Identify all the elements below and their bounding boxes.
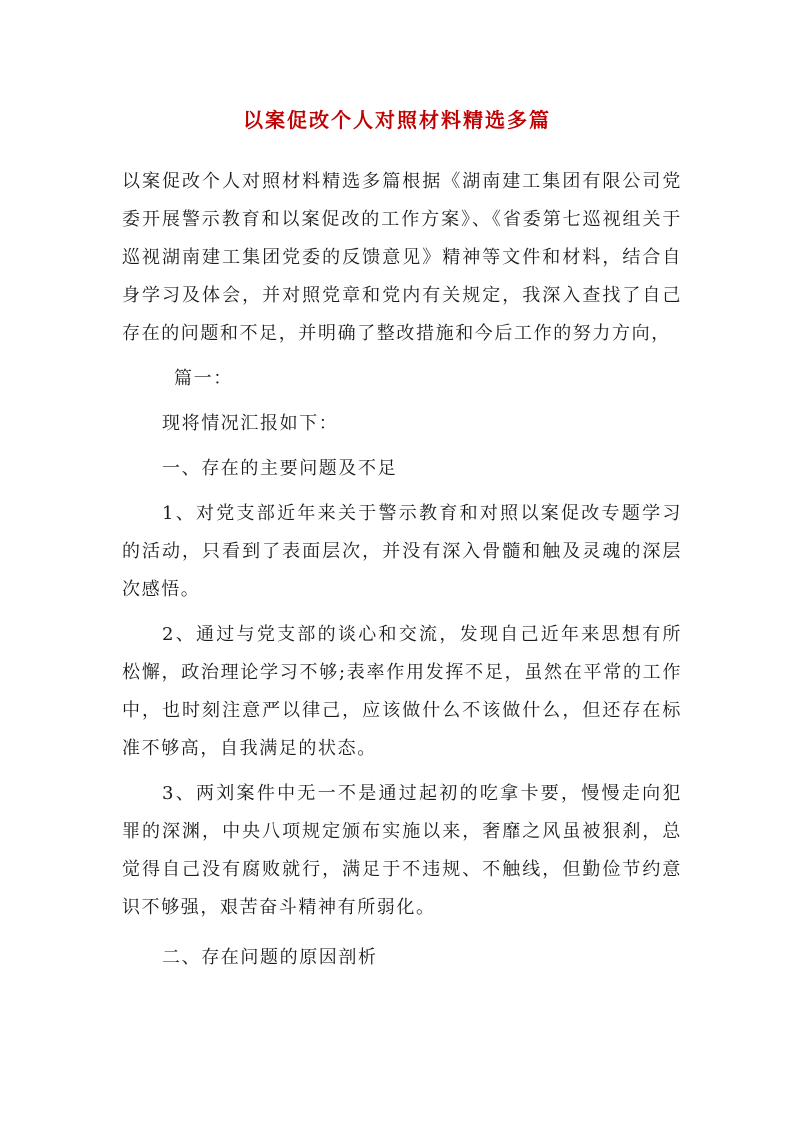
report-lead-paragraph: 现将情况汇报如下： (162, 413, 339, 434)
section-heading-problems: 一、存在的主要问题及不足 (162, 458, 398, 479)
section-heading-causes: 二、存在问题的原因剖析 (162, 947, 378, 968)
document-title: 以案促改个人对照材料精选多篇 (243, 108, 551, 132)
problem-item-3: 3、两刘案件中无一不是通过起初的吃拿卡要，慢慢走向犯罪的深渊，中央八项规定颁布实施以来，奢靡之风虽被狠刹，总觉得自己没有腐败就行，满足于不违规、不触线，但勤俭节约意识不够强，艰苦奋斗精神有所弱化。 (122, 783, 682, 918)
problem-item-2: 2、通过与党支部的谈心和交流，发现自己近年来思想有所松懈，政治理论学习不够;表率作用发挥不足，虽然在平常的工作中，也时刻注意严以律己，应该做什么不该做什么，但还存在标准不够高，自我满足的状态。 (122, 624, 682, 759)
intro-paragraph: 以案促改个人对照材料精选多篇根据《湖南建工集团有限公司党委开展警示教育和以案促改的工作方案》、《省委第七巡视组关于巡视湖南建工集团党委的反馈意见》精神等文件和材料，结合自身学习及体会，并对照党章和党内有关规定，我深入查找了自己存在的问题和不足，并明确了整改措施和今后工作的努力方向， (122, 171, 682, 344)
document-body (122, 163, 682, 977)
problem-item-1: 1、对党支部近年来关于警示教育和对照以案促改专题学习的活动，只看到了表面层次，并没有深入骨髓和触及灵魂的深层次感悟。 (122, 503, 682, 600)
section-label-part-one: 篇一： (174, 368, 233, 389)
